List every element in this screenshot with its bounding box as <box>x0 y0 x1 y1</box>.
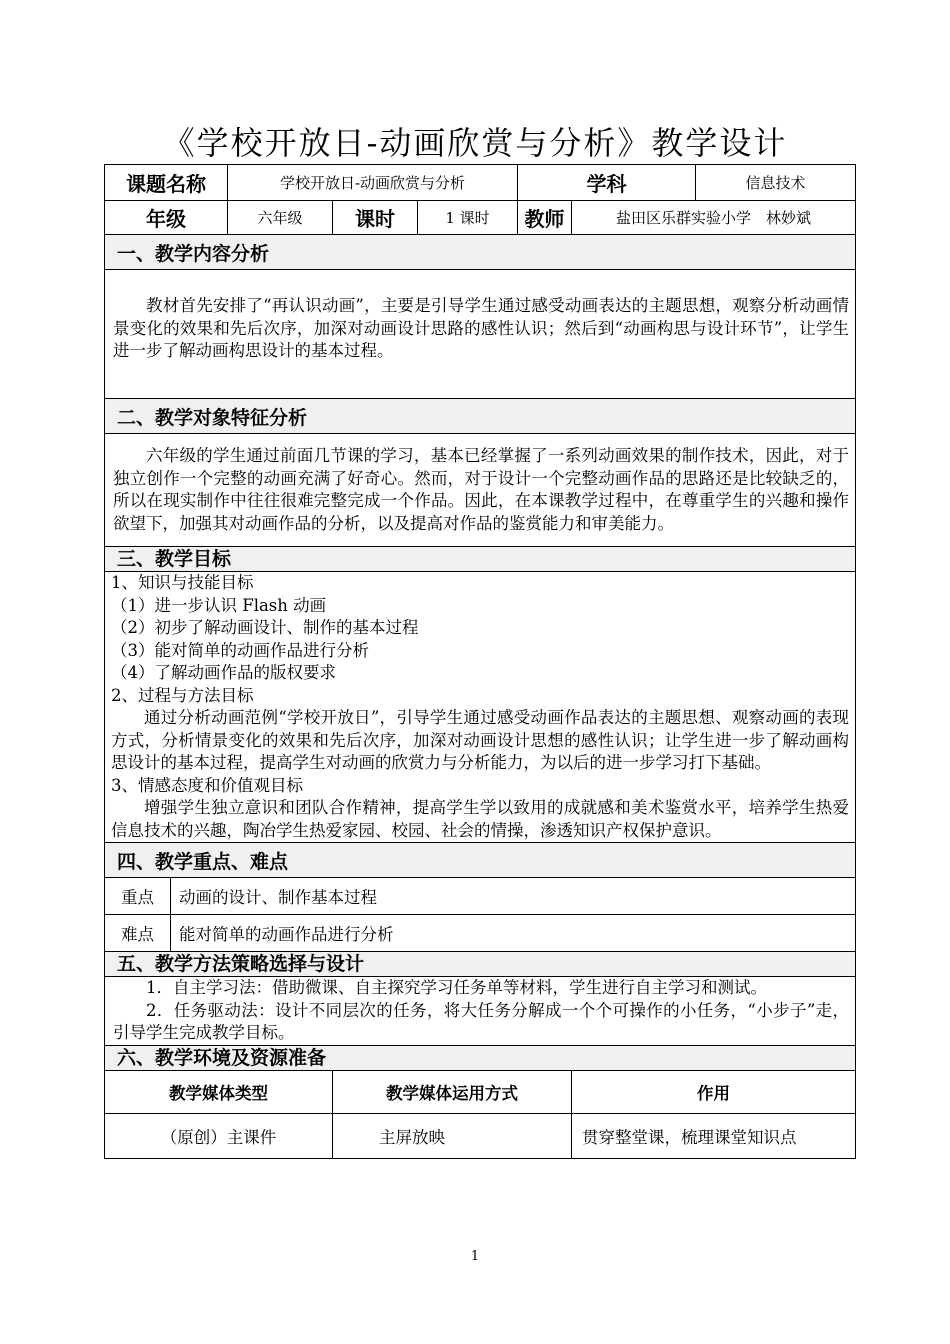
media-header: 教学媒体运用方式 <box>333 1070 572 1113</box>
method-item: 1．自主学习法：借助微课、自主探究学习任务单等材料，学生进行自主学习和测试。 <box>146 978 767 997</box>
section-6-header <box>105 1045 856 1070</box>
section-5-header <box>105 952 856 977</box>
key-point-value: 动画的设计、制作基本过程 <box>171 878 856 915</box>
goal-1-item: （1）进一步认识 Flash 动画 <box>111 595 327 615</box>
media-header: 教学媒体类型 <box>105 1070 333 1113</box>
section-1-body <box>105 270 856 399</box>
section-title: 五、教学方法策略选择与设计 <box>105 952 856 977</box>
goal-3-heading: 3、情感态度和价值观目标 <box>111 775 303 795</box>
key-point-label: 重点 <box>105 878 171 915</box>
section-title: 三、教学目标 <box>105 547 856 572</box>
goal-2-heading: 2、过程与方法目标 <box>111 685 254 705</box>
key-point-row <box>105 878 856 915</box>
teacher-value: 盐田区乐群实验小学 林妙斌 <box>572 201 856 235</box>
media-header-row <box>105 1070 856 1113</box>
info-row-grade <box>105 201 856 235</box>
goal-2-text: 通过分析动画范例“学校开放日”，引导学生通过感受动画作品表达的主题思想、观察动画的表现方式，分析情景变化的效果和先后次序，加深对动画设计思想的感性认识；让学生进一步了解动画构思设计的基本过程，提高学生对动画的欣赏力与分析能力，为以后的进一步学习打下基础。 <box>111 708 850 772</box>
section-title: 六、教学环境及资源准备 <box>105 1045 856 1070</box>
goal-1-item: （2）初步了解动画设计、制作的基本过程 <box>111 618 419 637</box>
section-title: 四、教学重点、难点 <box>105 843 856 878</box>
student-analysis-text: 六年级的学生通过前面几节课的学习，基本已经掌握了一系列动画效果的制作技术，因此，对于独立创作一个完整的动画充满了好奇心。然而，对于设计一个完整动画作品的思路还是比较缺乏的，所以在现实制作中往往很难完整完成一个作品。因此，在本课教学过程中，在尊重学生的兴趣和操作欲望下，加强其对动画作品的分析，以及提高对作品的鉴赏能力和审美能力。 <box>113 446 850 533</box>
difficulty-label: 难点 <box>105 915 171 952</box>
media-purpose-cell: 贯穿整堂课，梳理课堂知识点 <box>572 1113 856 1158</box>
content-analysis-text: 教材首先安排了“再认识动画”，主要是引导学生通过感受动画表达的主题思想，观察分析动画情景变化的效果和先后次序，加深对动画设计思路的感性认识；然后到“动画构思与设计环节”，让学生进一步了解动画构思设计的基本过程。 <box>113 296 850 361</box>
media-usage-cell: 主屏放映 <box>333 1113 572 1158</box>
subject-value: 信息技术 <box>696 165 856 201</box>
teacher-label: 教师 <box>518 201 572 235</box>
hours-value: 1 课时 <box>418 201 518 235</box>
page-number: 1 <box>470 1249 480 1264</box>
media-row <box>105 1113 856 1158</box>
grade-value: 六年级 <box>228 201 333 235</box>
info-row-topic <box>105 165 856 201</box>
goal-1-heading: 1、知识与技能目标 <box>111 573 254 592</box>
section-1-header <box>105 235 856 270</box>
document-title: 《学校开放日-动画欣赏与分析》教学设计 <box>162 124 788 162</box>
hours-label: 课时 <box>333 201 418 235</box>
media-type-cell: （原创）主课件 <box>105 1113 333 1158</box>
topic-label: 课题名称 <box>105 165 228 201</box>
goal-1-item: （4）了解动画作品的版权要求 <box>111 663 336 682</box>
topic-value: 学校开放日-动画欣赏与分析 <box>228 165 518 201</box>
section-2-header <box>105 399 856 434</box>
section-5-body <box>105 977 856 1046</box>
difficulty-value: 能对简单的动画作品进行分析 <box>171 915 856 952</box>
method-item: 2．任务驱动法：设计不同层次的任务，将大任务分解成一个个可操作的小任务，“小步子”走，引导学生完成教学目标。 <box>113 1000 850 1042</box>
section-3-body <box>105 572 856 843</box>
grade-label: 年级 <box>105 201 228 235</box>
difficulty-row <box>105 915 856 952</box>
section-3-header <box>105 547 856 572</box>
goal-3-text: 增强学生独立意识和团队合作精神，提高学生学以致用的成就感和美术鉴赏水平，培养学生热爱信息技术的兴趣，陶冶学生热爱家园、校园、社会的情操，渗透知识产权保护意识。 <box>111 798 850 840</box>
section-title: 一、教学内容分析 <box>105 235 856 270</box>
goal-1-item: （3）能对简单的动画作品进行分析 <box>111 640 369 660</box>
lesson-plan-table <box>104 164 856 1159</box>
subject-label: 学科 <box>518 165 696 201</box>
media-header: 作用 <box>572 1070 856 1113</box>
section-4-header <box>105 843 856 878</box>
section-2-body <box>105 434 856 547</box>
section-title: 二、教学对象特征分析 <box>105 399 856 434</box>
